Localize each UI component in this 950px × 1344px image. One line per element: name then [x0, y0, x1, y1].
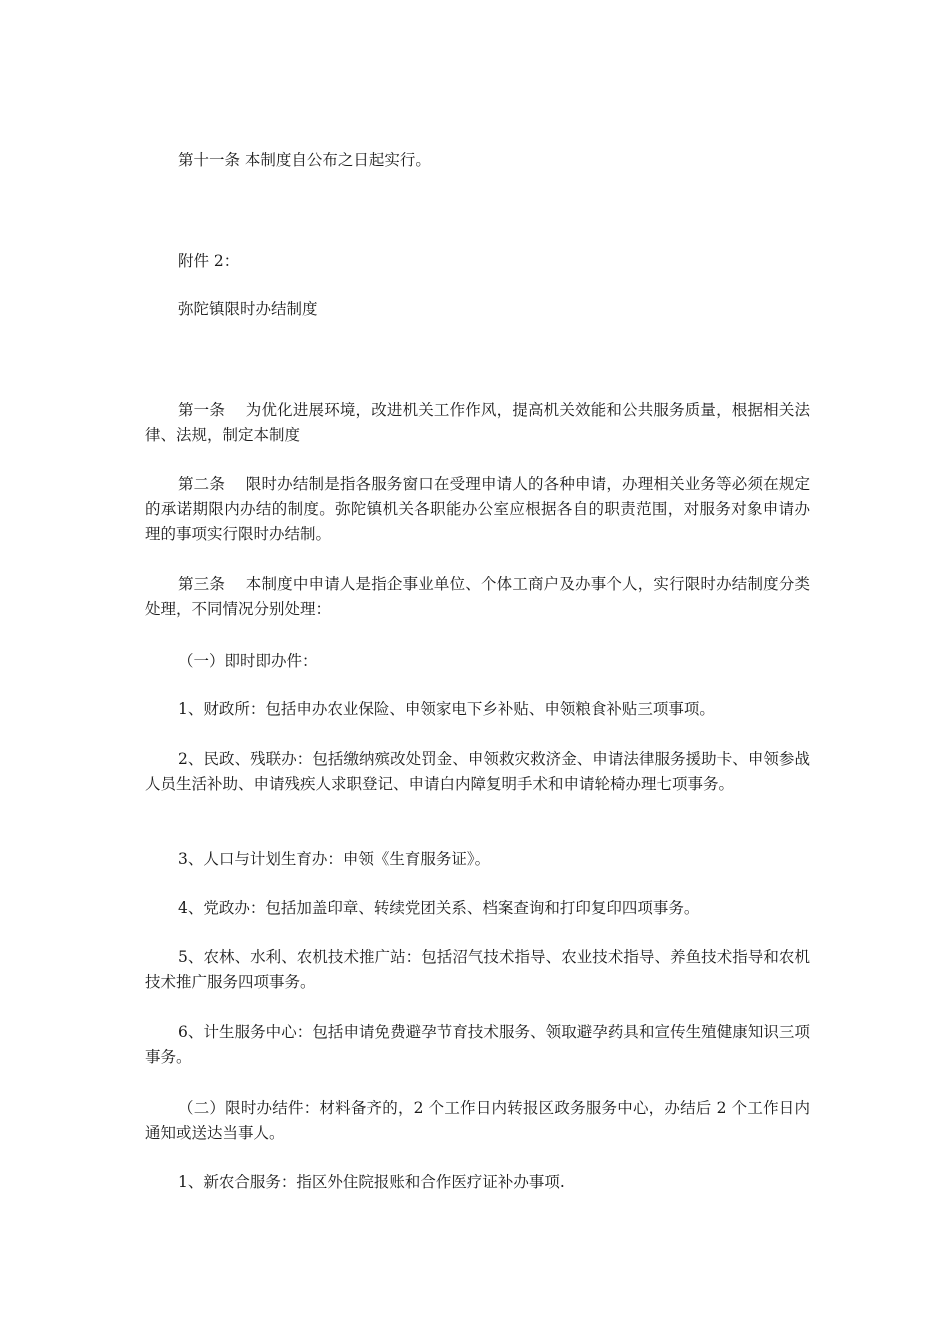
- list-item: 6、计生服务中心：包括申请免费避孕节育技术服务、领取避孕药具和宣传生殖健康知识三项事务。: [145, 1023, 810, 1066]
- list-item: 1、财政所：包括申办农业保险、申领家电下乡补贴、申领粮食补贴三项事项。: [178, 700, 715, 718]
- section-time-limited: （二）限时办结件：材料备齐的，2 个工作日内转报区政务服务中心，办结后 2 个工作日内通知或送达当事人。: [145, 1099, 810, 1142]
- article-1: 第一条 为优化进展环境，改进机关工作作风，提高机关效能和公共服务质量，根据相关法律、法规，制定本制度: [145, 401, 810, 444]
- document-title: 弥陀镇限时办结制度: [178, 300, 318, 318]
- article-3: 第三条 本制度中申请人是指企事业单位、个体工商户及办事个人，实行限时办结制度分类处理，不同情况分别处理：: [145, 575, 810, 618]
- article-2: 第二条 限时办结制是指各服务窗口在受理申请人的各种申请，办理相关业务等必须在规定的承诺期限内办结的制度。弥陀镇机关各职能办公室应根据各自的职责范围，对服务对象申请办理的事项实行限时办结制。: [145, 475, 810, 543]
- list-item: 2、民政、残联办：包括缴纳殡改处罚金、申领救灾救济金、申请法律服务援助卡、申领参战人员生活补助、申请残疾人求职登记、申请白内障复明手术和申请轮椅办理七项事务。: [145, 750, 810, 793]
- list-item: 3、人口与计划生育办：申领《生育服务证》。: [178, 850, 491, 868]
- attachment-label: 附件 2：: [178, 252, 240, 270]
- section-immediate: （一）即时即办件：: [178, 652, 318, 670]
- list-item: 5、农林、水利、农机技术推广站：包括沼气技术指导、农业技术指导、养鱼技术指导和农机技术推广服务四项事务。: [145, 948, 810, 991]
- article-11: 第十一条 本制度自公布之日起实行。: [178, 151, 431, 169]
- list-item: 4、党政办：包括加盖印章、转续党团关系、档案查询和打印复印四项事务。: [178, 899, 700, 917]
- list-item: 1、新农合服务：指区外住院报账和合作医疗证补办事项.: [178, 1173, 565, 1191]
